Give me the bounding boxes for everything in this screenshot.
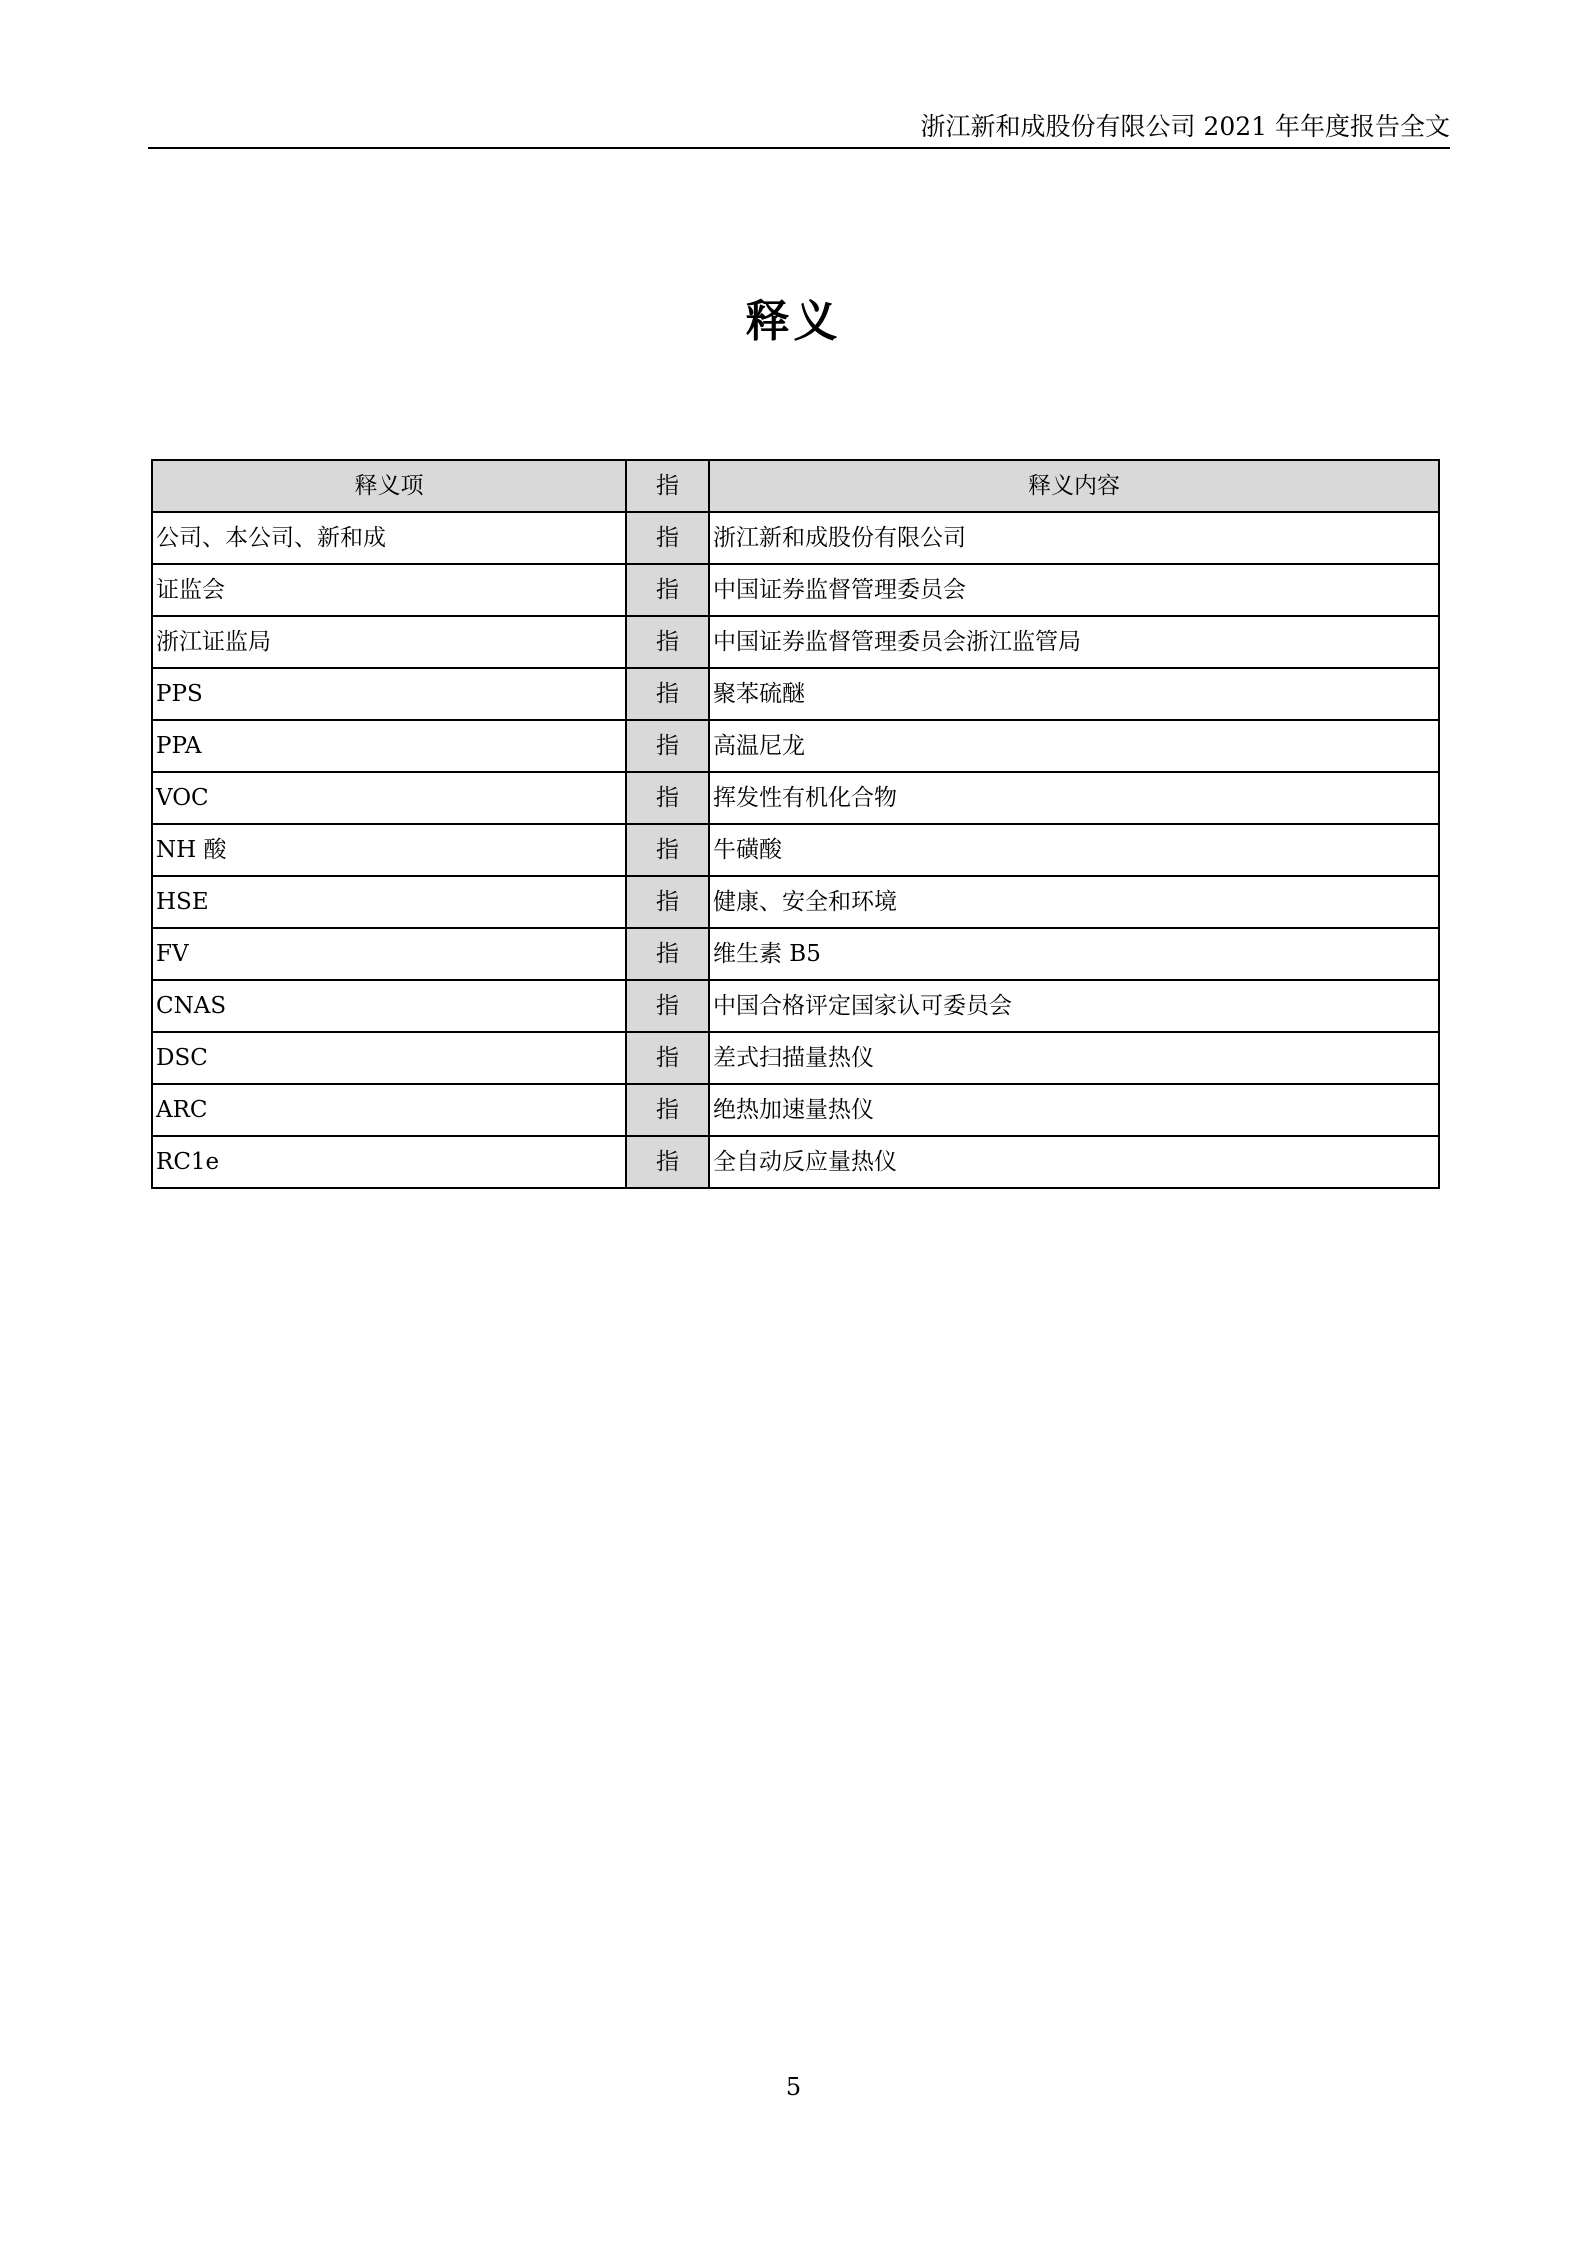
ref-cell: 指: [626, 512, 709, 564]
page-title: 释义: [745, 296, 842, 347]
term-cell: RC1e: [152, 1136, 626, 1188]
table-row: [152, 980, 1439, 1032]
meaning-cell: 维生素 B5: [709, 928, 1439, 980]
meaning-cell: 中国证券监督管理委员会浙江监管局: [709, 616, 1439, 668]
table-row: [152, 772, 1439, 824]
header-divider: [148, 147, 1450, 149]
column-header-meaning: 释义内容: [709, 460, 1439, 512]
table-row: [152, 512, 1439, 564]
table-row: [152, 876, 1439, 928]
column-header-term: 释义项: [152, 460, 626, 512]
table-row: [152, 1032, 1439, 1084]
ref-cell: 指: [626, 1032, 709, 1084]
table-body: [152, 512, 1439, 1188]
term-cell: DSC: [152, 1032, 626, 1084]
ref-cell: 指: [626, 876, 709, 928]
term-cell: 浙江证监局: [152, 616, 626, 668]
term-cell: PPS: [152, 668, 626, 720]
running-header: 浙江新和成股份有限公司 2021 年年度报告全文: [920, 112, 1450, 141]
table-header-row: [152, 460, 1439, 512]
ref-cell: 指: [626, 720, 709, 772]
term-cell: ARC: [152, 1084, 626, 1136]
meaning-cell: 健康、安全和环境: [709, 876, 1439, 928]
meaning-cell: 浙江新和成股份有限公司: [709, 512, 1439, 564]
term-cell: VOC: [152, 772, 626, 824]
term-cell: 证监会: [152, 564, 626, 616]
page-number: 5: [785, 2073, 802, 2101]
meaning-cell: 绝热加速量热仪: [709, 1084, 1439, 1136]
table-row: [152, 720, 1439, 772]
table-row: [152, 824, 1439, 876]
term-cell: NH 酸: [152, 824, 626, 876]
table-row: [152, 668, 1439, 720]
ref-cell: 指: [626, 668, 709, 720]
table-row: [152, 928, 1439, 980]
ref-cell: 指: [626, 980, 709, 1032]
ref-cell: 指: [626, 928, 709, 980]
ref-cell: 指: [626, 772, 709, 824]
term-cell: 公司、本公司、新和成: [152, 512, 626, 564]
meaning-cell: 挥发性有机化合物: [709, 772, 1439, 824]
ref-cell: 指: [626, 824, 709, 876]
table-row: [152, 616, 1439, 668]
term-cell: FV: [152, 928, 626, 980]
table-row: [152, 564, 1439, 616]
meaning-cell: 牛磺酸: [709, 824, 1439, 876]
meaning-cell: 中国合格评定国家认可委员会: [709, 980, 1439, 1032]
meaning-cell: 差式扫描量热仪: [709, 1032, 1439, 1084]
ref-cell: 指: [626, 1136, 709, 1188]
meaning-cell: 全自动反应量热仪: [709, 1136, 1439, 1188]
meaning-cell: 聚苯硫醚: [709, 668, 1439, 720]
meaning-cell: 中国证券监督管理委员会: [709, 564, 1439, 616]
table-row: [152, 1084, 1439, 1136]
definitions-table: [151, 459, 1440, 1189]
table-row: [152, 1136, 1439, 1188]
ref-cell: 指: [626, 1084, 709, 1136]
term-cell: CNAS: [152, 980, 626, 1032]
column-header-ref: 指: [626, 460, 709, 512]
ref-cell: 指: [626, 564, 709, 616]
term-cell: PPA: [152, 720, 626, 772]
term-cell: HSE: [152, 876, 626, 928]
ref-cell: 指: [626, 616, 709, 668]
meaning-cell: 高温尼龙: [709, 720, 1439, 772]
